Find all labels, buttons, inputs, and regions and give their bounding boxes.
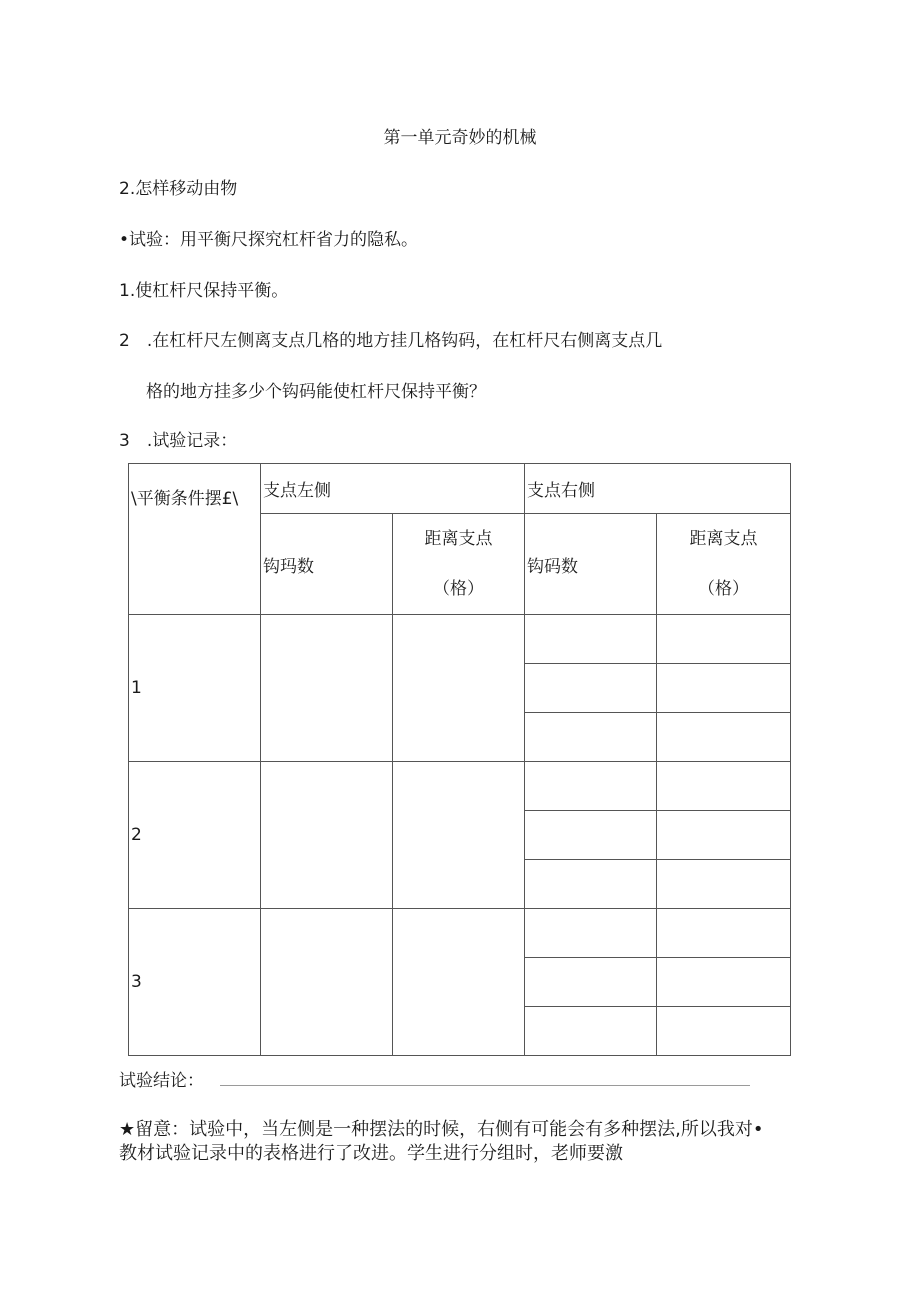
right-distance-header-line-1: 距离支点 — [689, 529, 758, 549]
trial-1-left-hooks-cell — [261, 615, 393, 762]
left-distance-header-line-2: （格） — [433, 579, 484, 599]
trial-3-left-hooks-cell — [261, 909, 393, 1056]
left-side-header: 支点左侧 — [261, 464, 525, 514]
right-distance-header-line-2: （格） — [698, 579, 749, 599]
trial-3-right-hooks-cell — [525, 958, 657, 1007]
trial-label-3: 3 — [129, 909, 261, 1056]
trial-3-right-distance-cell — [657, 1007, 791, 1056]
right-side-header: 支点右侧 — [525, 464, 791, 514]
table-corner-header: \平衡条件摆£\ — [129, 464, 261, 615]
trial-3-right-hooks-cell — [525, 909, 657, 958]
trial-2-left-distance-cell — [393, 762, 525, 909]
trial-1-right-distance-cell — [657, 615, 791, 664]
trial-1-right-distance-cell — [657, 664, 791, 713]
trial-2-right-hooks-cell — [525, 860, 657, 909]
trial-1-right-distance-cell — [657, 713, 791, 762]
step-1: 1.使杠杆尺保持平衡。 — [119, 281, 289, 301]
trial-1-right-hooks-cell — [525, 713, 657, 762]
trial-2-right-distance-cell — [657, 762, 791, 811]
trial-2-right-distance-cell — [657, 860, 791, 909]
trial-2-right-distance-cell — [657, 811, 791, 860]
trial-label-2: 2 — [129, 762, 261, 909]
experiment-record-table — [128, 463, 791, 1056]
trial-2-right-hooks-cell — [525, 762, 657, 811]
note-line-1: ★留意：试验中，当左侧是一种摆法的时候，右侧有可能会有多种摆法,所以我对• — [119, 1119, 764, 1140]
conclusion-label: 试验结论： — [119, 1071, 204, 1091]
left-hook-count-header: 钩玛数 — [261, 514, 393, 615]
trial-3-right-hooks-cell — [525, 1007, 657, 1056]
trial-1-left-distance-cell — [393, 615, 525, 762]
trial-1-right-hooks-cell — [525, 615, 657, 664]
trial-3-right-distance-cell — [657, 909, 791, 958]
trial-1-right-hooks-cell — [525, 664, 657, 713]
conclusion-answer-line — [220, 1085, 750, 1086]
lesson-heading: 2.怎样移动由物 — [119, 179, 238, 199]
trial-2-left-hooks-cell — [261, 762, 393, 909]
step-2-line-2: 格的地方挂多少个钩码能使杠杆尺保持平衡？ — [146, 382, 486, 402]
page-title: 第一单元奇妙的机械 — [383, 128, 537, 148]
step-2-line-1: 2 .在杠杆尺左侧离支点几格的地方挂几格钩码，在杠杆尺右侧离支点几 — [119, 331, 663, 351]
step-3: 3 .试验记录： — [119, 431, 238, 451]
left-distance-header-line-1: 距离支点 — [424, 529, 493, 549]
left-distance-header — [393, 514, 525, 615]
trial-label-1: 1 — [129, 615, 261, 762]
trial-3-right-distance-cell — [657, 958, 791, 1007]
trial-2-right-hooks-cell — [525, 811, 657, 860]
experiment-description: •试验：用平衡尺探究杠杆省力的隐私。 — [119, 230, 419, 250]
trial-3-left-distance-cell — [393, 909, 525, 1056]
right-hook-count-header: 钩码数 — [525, 514, 657, 615]
note-line-2: 教材试验记录中的表格进行了改进。学生进行分组时，老师要激 — [119, 1143, 623, 1164]
right-distance-header — [657, 514, 791, 615]
